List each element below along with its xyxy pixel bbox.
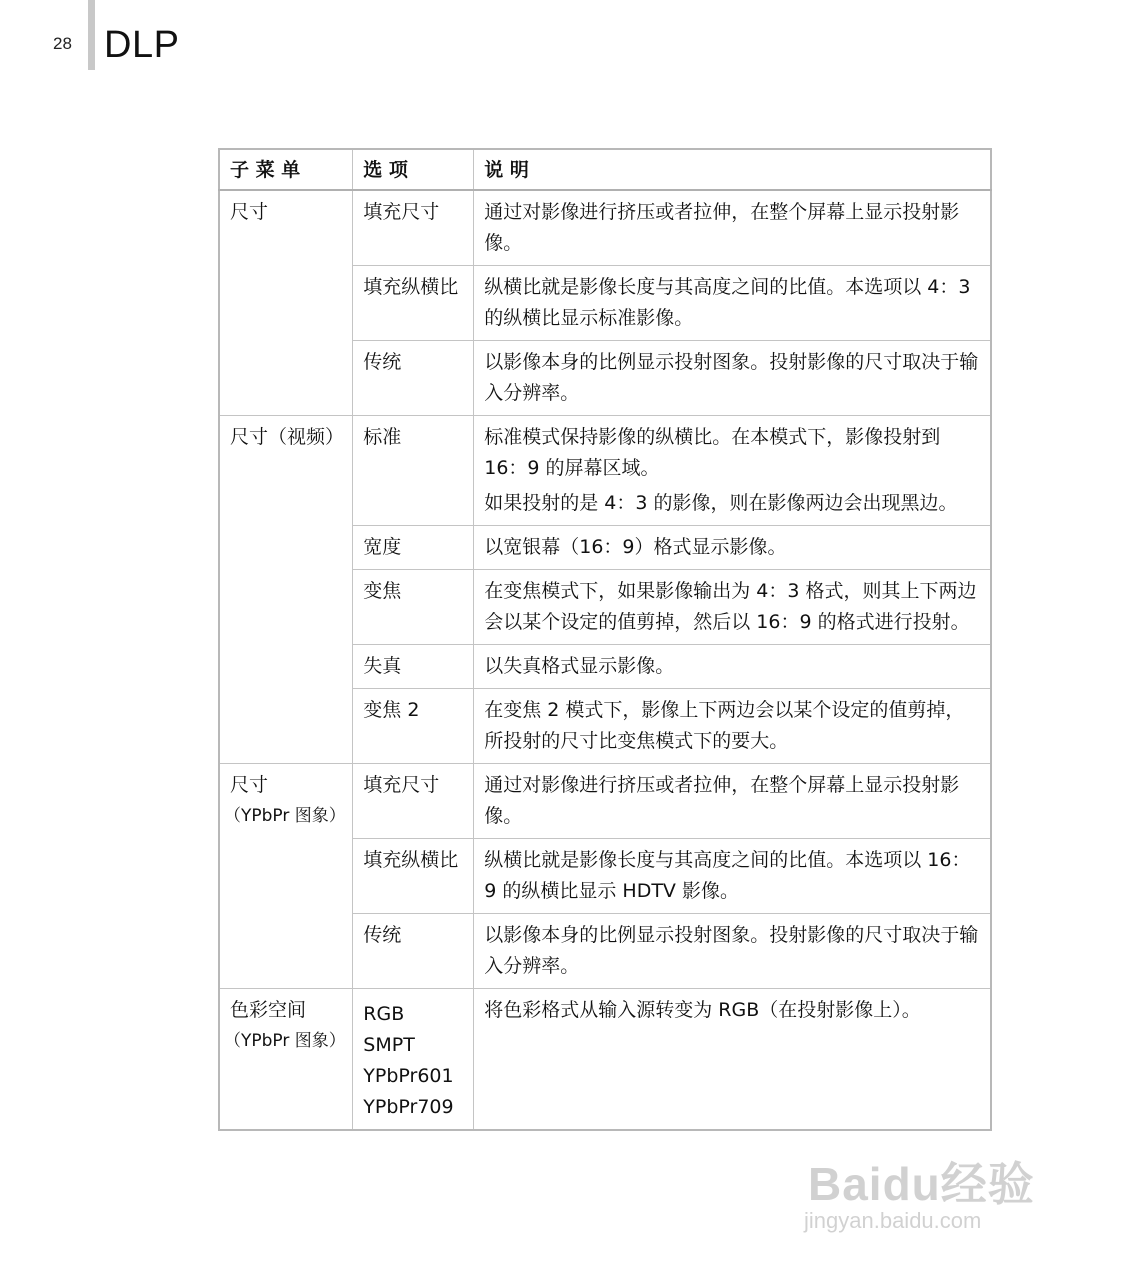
submenu-label: 尺寸 bbox=[230, 774, 269, 796]
option-cell: 变焦 bbox=[353, 570, 474, 645]
option-item: YPbPr709 bbox=[363, 1096, 454, 1118]
option-cell bbox=[353, 989, 474, 1131]
submenu-cell bbox=[219, 764, 353, 989]
description-cell: 以影像本身的比例显示投射图象。投射影像的尺寸取决于输入分辨率。 bbox=[474, 914, 991, 989]
header-submenu: 子 菜 单 bbox=[219, 149, 353, 190]
description-cell bbox=[474, 416, 991, 526]
chapter-title: DLP bbox=[104, 24, 180, 66]
description-note: 如果投射的是 4：3 的影像，则在影像两边会出现黑边。 bbox=[484, 492, 958, 514]
option-cell: 失真 bbox=[353, 645, 474, 689]
watermark-url: jingyan.baidu.com bbox=[804, 1208, 982, 1233]
option-cell: 标准 bbox=[353, 416, 474, 526]
description-cell: 在变焦 2 模式下，影像上下两边会以某个设定的值剪掉，所投射的尺寸比变焦模式下的要大。 bbox=[474, 689, 991, 764]
description-cell: 纵横比就是影像长度与其高度之间的比值。本选项以 16：9 的纵横比显示 HDTV 影像。 bbox=[474, 839, 991, 914]
table-header-row bbox=[219, 149, 991, 190]
option-cell: 填充尺寸 bbox=[353, 764, 474, 839]
header-description: 说 明 bbox=[474, 149, 991, 190]
table-row bbox=[219, 989, 991, 1131]
table-row bbox=[219, 190, 991, 266]
submenu-cell bbox=[219, 989, 353, 1131]
header-bar bbox=[88, 0, 95, 70]
table-row bbox=[219, 764, 991, 839]
watermark-logo: Baidu经验 bbox=[808, 1158, 1035, 1210]
submenu-cell bbox=[219, 416, 353, 764]
submenu-label: 尺寸（视频） bbox=[230, 426, 345, 448]
submenu-label: 尺寸 bbox=[230, 201, 269, 223]
description-cell: 纵横比就是影像长度与其高度之间的比值。本选项以 4：3 的纵横比显示标准影像。 bbox=[474, 266, 991, 341]
option-item: YPbPr601 bbox=[363, 1065, 454, 1087]
header-option: 选 项 bbox=[353, 149, 474, 190]
description-cell: 以宽银幕（16：9）格式显示影像。 bbox=[474, 526, 991, 570]
description-text: 标准模式保持影像的纵横比。在本模式下，影像投射到 16：9 的屏幕区域。 bbox=[484, 426, 941, 479]
page-number: 28 bbox=[53, 34, 72, 53]
description-cell: 将色彩格式从输入源转变为 RGB（在投射影像上）。 bbox=[474, 989, 991, 1131]
option-cell: 填充纵横比 bbox=[353, 266, 474, 341]
description-cell: 以失真格式显示影像。 bbox=[474, 645, 991, 689]
option-cell: 传统 bbox=[353, 341, 474, 416]
option-item: RGB bbox=[363, 1003, 405, 1025]
settings-table bbox=[218, 148, 992, 1131]
option-cell: 传统 bbox=[353, 914, 474, 989]
submenu-note: （YPbPr 图象） bbox=[224, 806, 346, 826]
table-row bbox=[219, 416, 991, 526]
option-cell: 变焦 2 bbox=[353, 689, 474, 764]
submenu-note: （YPbPr 图象） bbox=[224, 1031, 346, 1051]
description-cell: 在变焦模式下，如果影像输出为 4：3 格式，则其上下两边会以某个设定的值剪掉，然后以 16：9 的格式进行投射。 bbox=[474, 570, 991, 645]
option-item: SMPT bbox=[363, 1034, 415, 1056]
option-cell: 填充尺寸 bbox=[353, 190, 474, 266]
option-cell: 填充纵横比 bbox=[353, 839, 474, 914]
baidu-watermark bbox=[800, 1128, 1090, 1248]
submenu-label: 色彩空间 bbox=[230, 999, 307, 1021]
description-cell: 通过对影像进行挤压或者拉伸，在整个屏幕上显示投射影像。 bbox=[474, 190, 991, 266]
description-cell: 以影像本身的比例显示投射图象。投射影像的尺寸取决于输入分辨率。 bbox=[474, 341, 991, 416]
option-cell: 宽度 bbox=[353, 526, 474, 570]
description-cell: 通过对影像进行挤压或者拉伸，在整个屏幕上显示投射影像。 bbox=[474, 764, 991, 839]
submenu-cell bbox=[219, 190, 353, 416]
